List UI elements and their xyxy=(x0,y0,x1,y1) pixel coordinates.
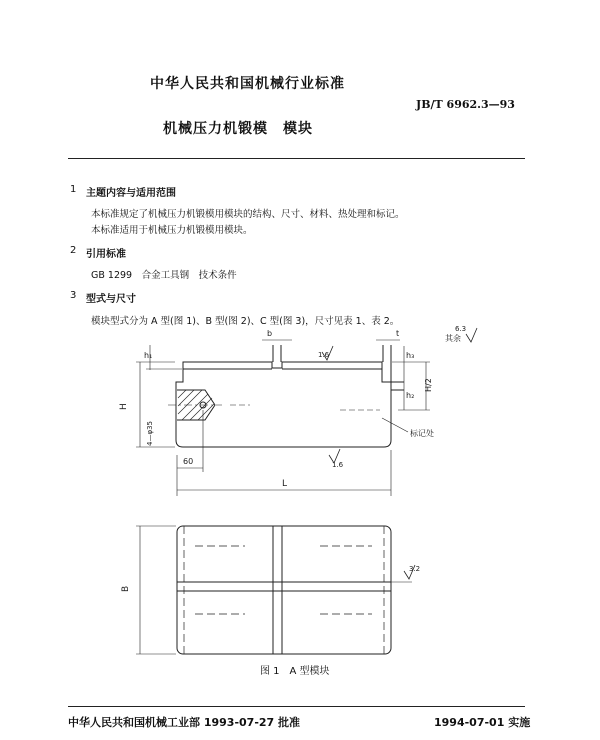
section-2-para-1: GB 1299 合金工具钢 技术条件 xyxy=(91,270,237,281)
label-h3: h₃ xyxy=(406,351,415,360)
standard-org-header: 中华人民共和国机械行业标准 xyxy=(150,76,345,92)
label-rest: 其余 xyxy=(445,334,461,343)
footer-divider xyxy=(68,706,525,707)
label-roughness-63: 6.3 xyxy=(455,325,467,333)
section-1-number: 1 xyxy=(70,184,77,195)
label-mark-position: 标记处 xyxy=(410,429,434,438)
label-h1: h₁ xyxy=(144,351,153,360)
label-H-half: H/2 xyxy=(424,378,433,392)
section-3-heading: 型式与尺寸 xyxy=(86,294,136,305)
document-title: 机械压力机锻模 模块 xyxy=(163,121,313,137)
plan-outline xyxy=(177,526,391,654)
section-1-para-2: 本标准适用于机械压力机锻模用模块。 xyxy=(91,225,253,236)
label-h2: h₂ xyxy=(406,391,415,400)
label-hole: 4—φ35 xyxy=(146,421,154,446)
footer-effective: 1994-07-01 实施 xyxy=(434,716,531,729)
figure-caption: 图 1 A 型模块 xyxy=(260,666,330,677)
label-b: b xyxy=(267,329,273,338)
label-60: 60 xyxy=(183,457,194,466)
label-roughness-top: 1.6 xyxy=(318,351,330,359)
footer-issued: 中华人民共和国机械工业部 1993-07-27 批准 xyxy=(68,716,301,729)
section-2-heading: 引用标准 xyxy=(86,249,126,260)
section-3-para-1: 模块型式分为 A 型(图 1)、B 型(图 2)、C 型(图 3)，尺寸见表 1、表 2。 xyxy=(91,316,400,327)
elevation-outline xyxy=(176,362,391,447)
section-1-para-1: 本标准规定了机械压力机锻模用模块的结构、尺寸、材料、热处理和标记。 xyxy=(91,209,405,220)
section-2-number: 2 xyxy=(70,245,77,256)
standard-code: JB/T 6962.3—93 xyxy=(416,98,515,111)
label-roughness-32: 3.2 xyxy=(409,565,421,573)
label-B: B xyxy=(121,585,131,592)
label-L: L xyxy=(282,479,288,489)
section-1-heading: 主题内容与适用范围 xyxy=(86,188,176,199)
label-t: t xyxy=(396,329,400,338)
label-roughness-bottom: 1.6 xyxy=(332,461,344,469)
section-3-number: 3 xyxy=(70,290,77,301)
label-H: H xyxy=(119,403,129,410)
